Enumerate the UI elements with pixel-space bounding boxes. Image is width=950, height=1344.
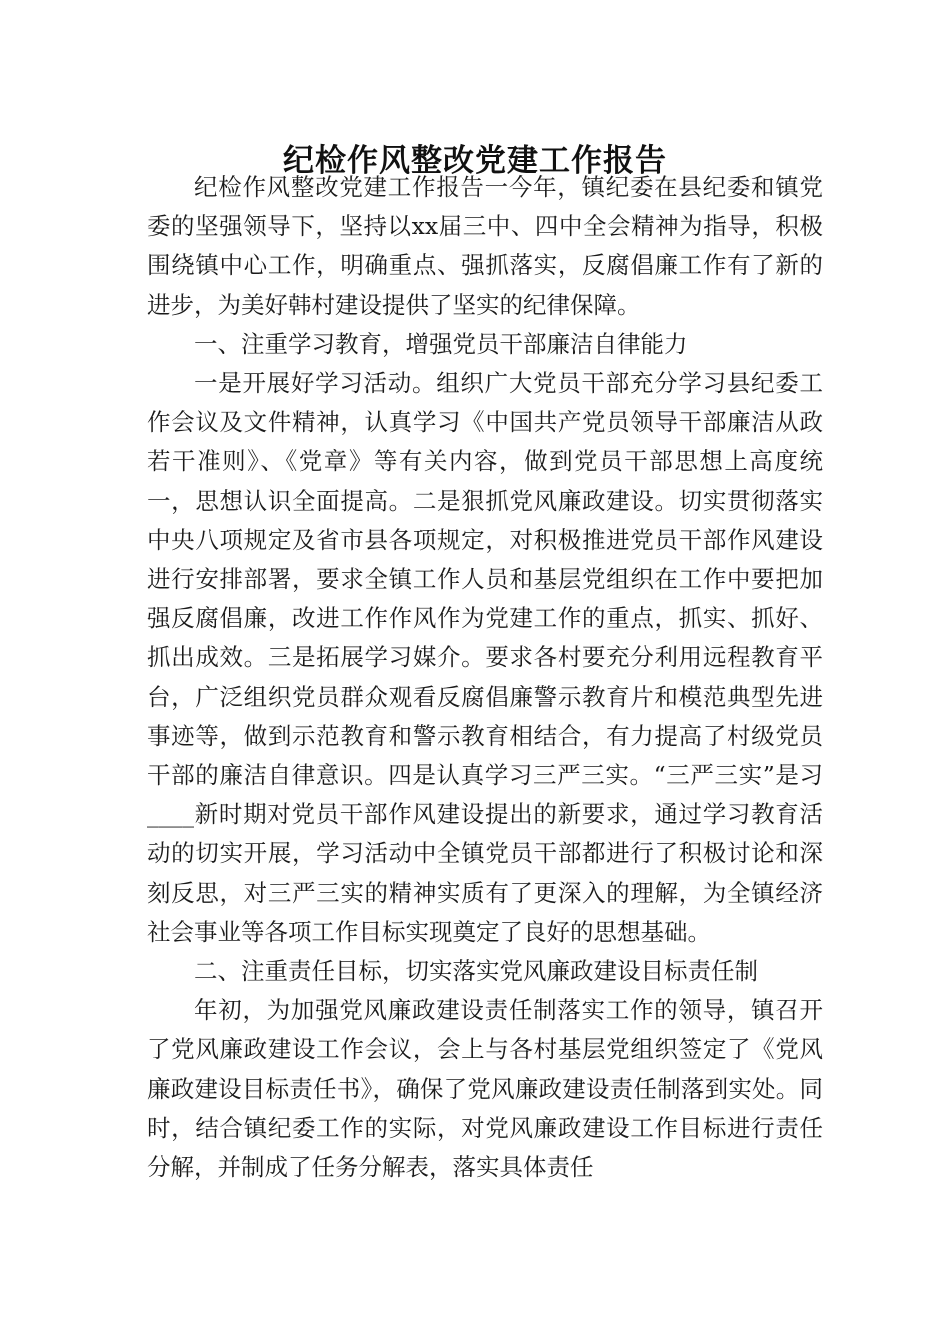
document-title: 纪检作风整改党建工作报告 [283, 142, 667, 179]
section-heading-2: 二、注重责任目标，切实落实党风廉政建设目标责任制 [194, 957, 758, 986]
intro-paragraph: 纪检作风整改党建工作报告一今年，镇纪委在县纪委和镇党委的坚强领导下，坚持以xx届三中、四中全会精神为指导，积极围绕镇中心工作，明确重点、强抓落实，反腐倡廉工作有了新的进步，为美好韩村建设提供了坚实的纪律保障。 [147, 173, 823, 319]
section-heading-1: 一、注重学习教育，增强党员干部廉洁自律能力 [194, 329, 688, 358]
document-body [147, 168, 823, 1187]
section-1-paragraph: 一是开展好学习活动。组织广大党员干部充分学习县纪委工作会议及文件精神，认真学习《中国共产党员领导干部廉洁从政若干准则》、《党章》等有关内容，做到党员干部思想上高度统一，思想认识全面提高。二是狠抓党风廉政建设。切实贯彻落实中央八项规定及省市县各项规定，对积极推进党员干部作风建设进行安排部署，要求全镇工作人员和基层党组织在工作中要把加强反腐倡廉，改进工作作风作为党建工作的重点，抓实、抓好、抓出成效。三是拓展学习媒介。要求各村要充分利用远程教育平台，广泛组织党员群众观看反腐倡廉警示教育片和模范典型先进事迹等，做到示范教育和警示教育相结合，有力提高了村级党员干部的廉洁自律意识。四是认真学习三严三实。“三严三实”是习____新时期对党员干部作风建设提出的新要求，通过学习教育活动的切实开展，学习活动中全镇党员干部都进行了积极讨论和深刻反思，对三严三实的精神实质有了更深入的理解，为全镇经济社会事业等各项工作目标实现奠定了良好的思想基础。 [147, 369, 823, 946]
section-2-paragraph: 年初，为加强党风廉政建设责任制落实工作的领导，镇召开了党风廉政建设工作会议，会上与各村基层党组织签定了《党风廉政建设目标责任书》，确保了党风廉政建设责任制落到实处。同时，结合镇纪委工作的实际，对党风廉政建设工作目标进行责任分解，并制成了任务分解表，落实具体责任 [147, 996, 823, 1182]
